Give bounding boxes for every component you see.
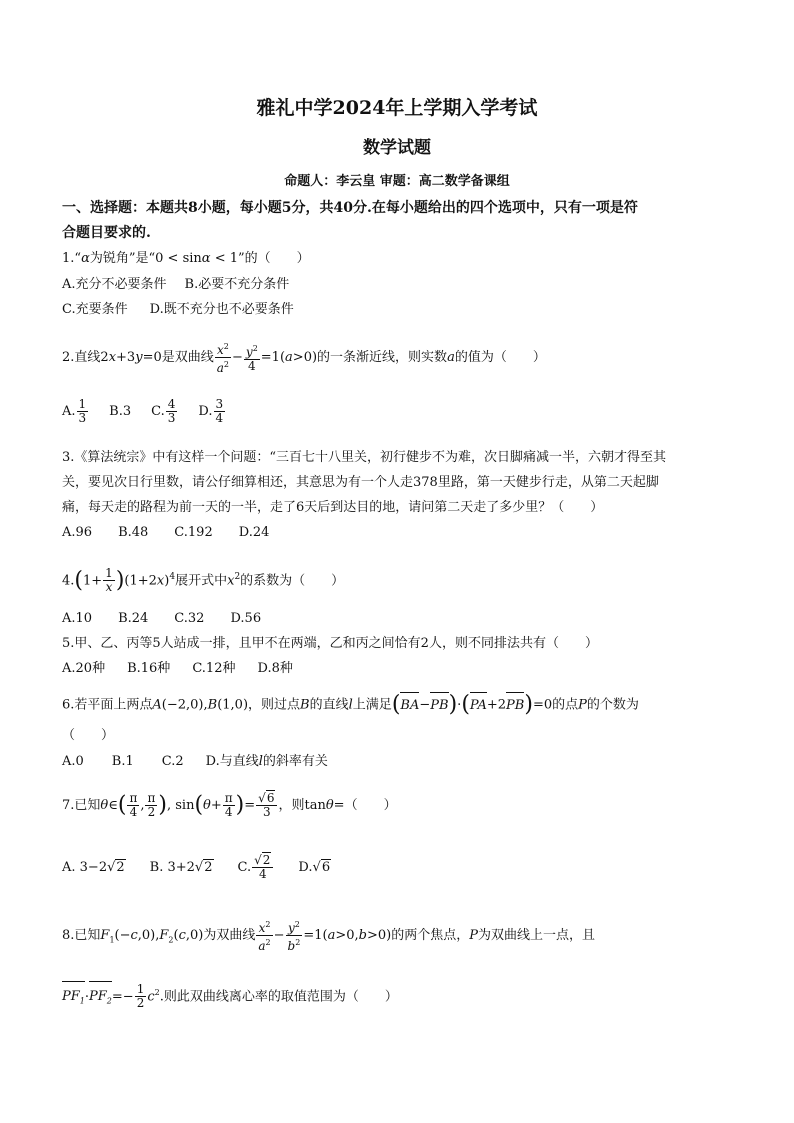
section-heading-line1: 一、选择题：本题共8小题，每小题5分，共40分.在每小题给出的四个选项中，只有一项是符	[62, 200, 638, 216]
question-6-stem-end: （ ）	[62, 728, 115, 743]
question-6-stem: 6.若平面上两点A(−2,0),B(1,0)，则过点B的直线l上满足(BA−PB)·(PA+2PB)=0的点P的个数为	[62, 692, 639, 717]
question-4-stem: 4.(1+ $\frac{1}{x}$ )$(1+2x)^4$展开式中$x^2$的系数为（ ）	[62, 566, 345, 595]
question-5-options: A.20种 B.16种 C.12种 D.8种	[62, 661, 293, 676]
question-4-options: A.10 B.24 C.32 D.56	[62, 611, 262, 626]
question-2-stem: 2.直线2x+3y=0是双曲线 $\frac{x^2}{a^2}$ − $\frac{y^2}{4}$ =1(a>0)的一条渐近线，则实数a的值为（ ）	[62, 342, 546, 375]
question-3-line3: 痛，每天走的路程为前一天的一半，走了6天后到达目的地，请问第二天走了多少里？（ ）	[62, 500, 604, 515]
question-6-options: A.0 B.1 C.2 D.与直线l的斜率有关	[62, 754, 328, 769]
question-1-options-row2: C.充要条件 D.既不充分也不必要条件	[62, 302, 294, 317]
exam-subtitle: 数学试题	[363, 138, 431, 158]
question-7-stem: 7.已知θ∈( $\frac{\pi}{4}$ , $\frac{\pi}{2}$ ), sin(θ+ $\frac{\pi}{4}$ )= $\frac{√6}{3}$ ，则tanθ=（ ）	[62, 791, 397, 819]
section-heading-line2: 合题目要求的.	[62, 225, 151, 241]
question-3-line1: 3.《算法统宗》中有这样一个问题：“三百七十八里关，初行健步不为难，次日脚痛减一半，六朝才得至其	[62, 450, 667, 465]
question-2-options: A. $\frac{1}{3}$ B.3 C. $\frac{4}{3}$ D. $\frac{3}{4}$	[62, 397, 224, 425]
question-3-line2: 关，要见次日行里数，请公仔细算相还，其意思为有一个人走378里路，第一天健步行走，从第二天起脚	[62, 475, 659, 490]
question-5-stem: 5.甲、乙、丙等5人站成一排，且甲不在两端，乙和丙之间恰有2人，则不同排法共有（ ）	[62, 636, 598, 651]
exam-title: 雅礼中学2024年上学期入学考试	[256, 97, 538, 119]
question-7-options: A. 3−2√2 B. 3+2√2 C. $\frac{√2}{4}$ D.√6	[62, 853, 331, 881]
question-1-options-row1: A.充分不必要条件 B.必要不充分条件	[62, 277, 290, 292]
question-1-stem: 1.“α为锐角”是“0 < sinα < 1”的（ ）	[62, 251, 310, 266]
question-8-stem: 8.已知$F_1(-c,0),F_2(c,0)$为双曲线 $\frac{x^2}{a^2}$ − $\frac{y^2}{b^2}$ =1(a>0,b>0)的两个焦点，P为双曲线上一点，且	[62, 920, 595, 953]
question-3-options: A.96 B.48 C.192 D.24	[62, 525, 270, 540]
question-8-stem-cont: $PF_1\cdot PF_2=-$ $\frac{1}{2}$ $c^2$.则此双曲线离心率的取值范围为（ ）	[62, 980, 398, 1015]
exam-authors: 命题人：李云皇 审题：高二数学备课组	[284, 174, 510, 189]
